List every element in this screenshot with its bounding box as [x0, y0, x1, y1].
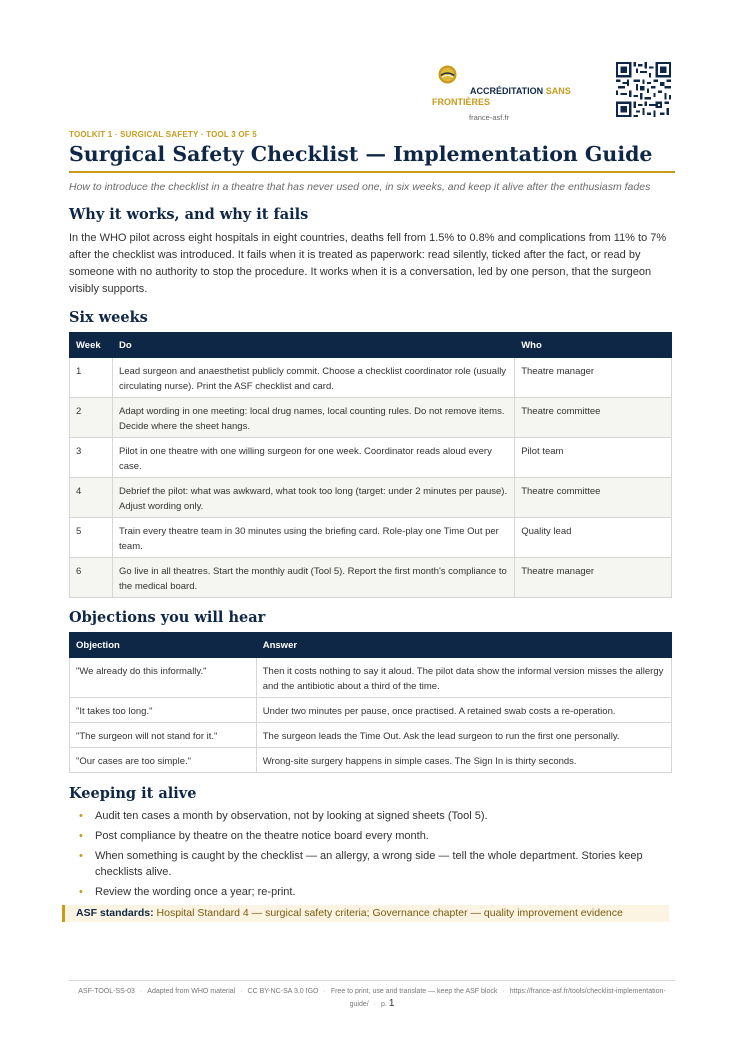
title-divider — [69, 171, 675, 173]
table-row — [70, 558, 672, 598]
letterhead — [0, 60, 745, 122]
do-cell: Train every theatre team in 30 minutes using the briefing card. Role-play one Time Out per team. — [112, 518, 514, 558]
logo-url: france-asf.fr — [469, 113, 510, 122]
footer-adapted: Adapted from WHO material — [147, 988, 236, 995]
table-row — [70, 518, 672, 558]
table-header-row — [70, 333, 672, 358]
asf-emblem-icon — [438, 65, 457, 84]
logo-wordmark-line2: FRONTIÈRES — [432, 97, 491, 107]
why-paragraph: In the WHO pilot across eight hospitals in eight countries, deaths fell from 1.5% to 0.8% and complications from 11% to 7% after the checklist was introduced. It fails when it is treated as paperwork: read silently, ticked after the fact, or read by someone with no authority to stop the procedure. It works when it is a conversation, led by one person, that the surgeon visibly supports. — [69, 232, 667, 295]
footer-free-note: Free to print, use and translate — keep the ASF block — [330, 988, 498, 995]
page-number: 1 — [388, 998, 395, 1009]
do-cell: Lead surgeon and anaesthetist publicly commit. Choose a checklist coordinator role (usually circulating nurse). Print the ASF checklist and card. — [112, 358, 514, 398]
do-cell: Pilot in one theatre with one willing surgeon for one week. Coordinator reads aloud every case. — [112, 438, 514, 478]
table-row — [70, 438, 672, 478]
table-header-row — [70, 633, 672, 658]
page-footer: ASF-TOOL-SS-03 · Adapted from WHO material · CC BY-NC-SA 3.0 IGO · Free to print, use and translate — keep the ASF block · https://france-asf.fr/tools/checklist-implementation-guide/ · p. 1 — [78, 988, 666, 1009]
list-item: • Review the wording once a year; re-print. — [79, 884, 679, 900]
objection-cell: "We already do this informally." — [70, 658, 257, 698]
who-cell: Quality lead — [515, 518, 672, 558]
section-heading-why: Why it works, and why it fails — [69, 206, 309, 223]
section-heading-six-weeks: Six weeks — [69, 309, 148, 326]
footer-url-link[interactable]: https://france-asf.fr/tools/checklist-implementation-guide/ — [349, 988, 666, 1008]
column-header-answer: Answer — [256, 633, 671, 658]
page-subtitle: How to introduce the checklist in a theatre that has never used one, in six weeks, and keep it alive after the enthusiasm fades — [69, 181, 651, 193]
who-cell: Pilot team — [515, 438, 672, 478]
list-item: • Audit ten cases a month by observation, not by looking at signed sheets (Tool 5). — [79, 808, 679, 824]
who-cell: Theatre manager — [515, 358, 672, 398]
table-row — [70, 478, 672, 518]
asf-standards-callout — [62, 905, 669, 922]
list-item: • When something is caught by the checklist — an allergy, a wrong side — tell the whole department. Stories keep checklists alive. — [79, 848, 679, 880]
column-header-do: Do — [112, 333, 514, 358]
answer-cell: Then it costs nothing to say it aloud. The pilot data show the informal version misses the allergy and the antibiotic about a third of the time. — [256, 658, 671, 698]
table-row — [70, 723, 672, 748]
section-heading-objections: Objections you will hear — [69, 609, 266, 626]
six-weeks-table — [69, 332, 672, 598]
footer-page-prefix: p. — [381, 1001, 387, 1008]
who-cell: Theatre committee — [515, 398, 672, 438]
column-header-who: Who — [515, 333, 672, 358]
standards-label: ASF standards: — [76, 907, 154, 919]
section-heading-keeping-alive: Keeping it alive — [69, 785, 197, 802]
who-cell: Theatre committee — [515, 478, 672, 518]
week-cell: 3 — [70, 438, 113, 478]
qr-code-icon — [616, 62, 671, 117]
table-row — [70, 658, 672, 698]
footer-license: CC BY-NC-SA 3.0 IGO — [247, 988, 319, 995]
footer-doc-code: ASF-TOOL-SS-03 — [78, 988, 135, 995]
logo-wordmark-line1: ACCRÉDITATION SANS — [470, 86, 571, 96]
week-cell: 1 — [70, 358, 113, 398]
keeping-alive-list — [79, 808, 679, 904]
list-item: • Post compliance by theatre on the theatre notice board every month. — [79, 828, 679, 844]
do-cell: Adapt wording in one meeting: local drug names, local counting rules. Do not remove items. Decide where the sheet hangs. — [112, 398, 514, 438]
footer-divider — [69, 980, 675, 981]
objection-cell: "The surgeon will not stand for it." — [70, 723, 257, 748]
answer-cell: Under two minutes per pause, once practised. A retained swab costs a re-operation. — [256, 698, 671, 723]
objection-cell: "Our cases are too simple." — [70, 748, 257, 773]
objection-cell: "It takes too long." — [70, 698, 257, 723]
table-row — [70, 698, 672, 723]
week-cell: 4 — [70, 478, 113, 518]
standards-text: Hospital Standard 4 — surgical safety criteria; Governance chapter — quality improvement evidence — [156, 907, 623, 919]
column-header-week: Week — [70, 333, 113, 358]
week-cell: 6 — [70, 558, 113, 598]
answer-cell: The surgeon leads the Time Out. Ask the lead surgeon to run the first one personally. — [256, 723, 671, 748]
week-cell: 2 — [70, 398, 113, 438]
objections-table — [69, 632, 672, 773]
page-title: Surgical Safety Checklist — Implementation Guide — [69, 142, 653, 166]
table-row — [70, 748, 672, 773]
toolkit-eyebrow: TOOLKIT 1 · SURGICAL SAFETY · TOOL 3 OF 5 — [69, 130, 257, 139]
column-header-objection: Objection — [70, 633, 257, 658]
do-cell: Go live in all theatres. Start the monthly audit (Tool 5). Report the first month's compliance to the medical board. — [112, 558, 514, 598]
who-cell: Theatre manager — [515, 558, 672, 598]
table-row — [70, 398, 672, 438]
answer-cell: Wrong-site surgery happens in simple cases. The Sign In is thirty seconds. — [256, 748, 671, 773]
table-row — [70, 358, 672, 398]
do-cell: Debrief the pilot: what was awkward, what took too long (target: under 2 minutes per pause). Adjust wording only. — [112, 478, 514, 518]
week-cell: 5 — [70, 518, 113, 558]
